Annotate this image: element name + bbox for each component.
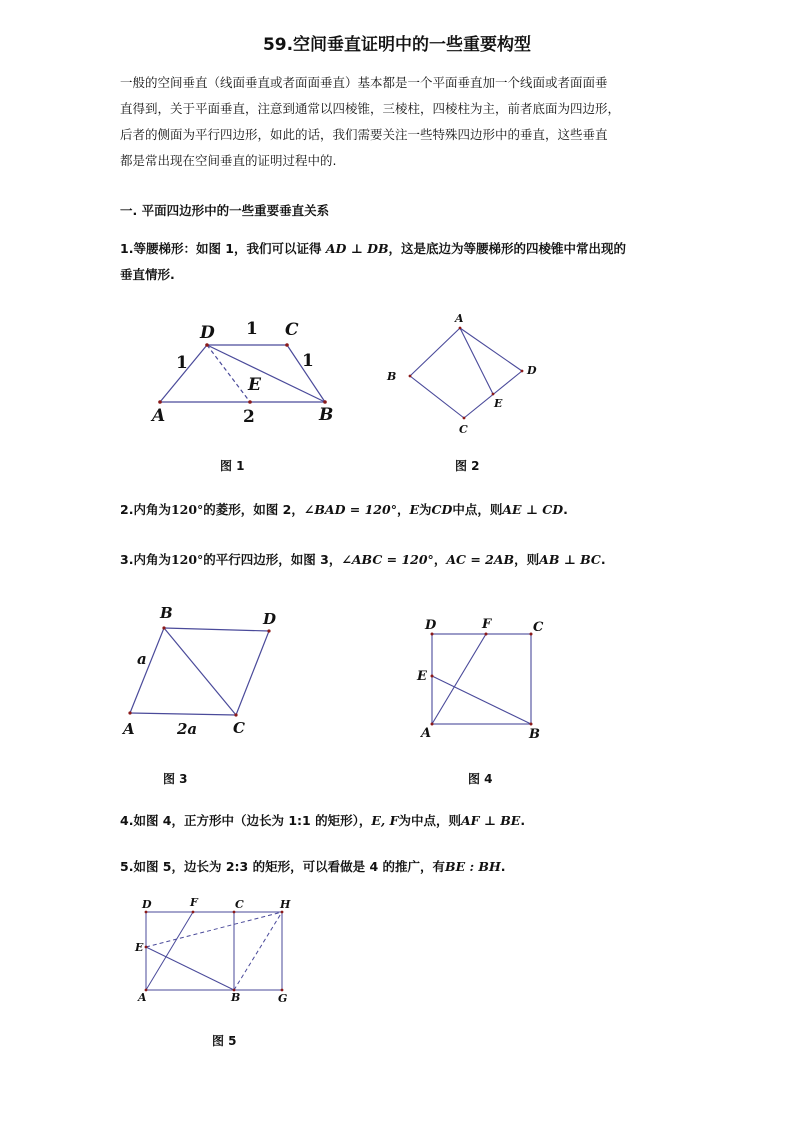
figure-4-caption: 图 4 <box>468 772 493 786</box>
intro-paragraph <box>120 70 680 174</box>
figure-3-parallelogram <box>115 600 295 745</box>
fig5-point-c <box>233 911 236 914</box>
fig1-point-c <box>285 343 289 347</box>
fig5-label-f: F <box>190 896 198 909</box>
fig2-label-e: E <box>494 397 503 410</box>
fig2-side-ad <box>460 328 522 371</box>
fig4-square <box>432 634 531 724</box>
fig4-label-b: B <box>529 727 540 742</box>
fig3-label-d: D <box>263 610 277 628</box>
fig3-label-ab: a <box>137 650 147 668</box>
fig2-point-d <box>521 370 524 373</box>
fig1-point-d <box>205 343 209 347</box>
fig5-dashed-bh <box>234 912 282 990</box>
fig3-diagonal-bc <box>164 628 236 715</box>
fig4-label-f: F <box>482 617 492 632</box>
fig1-dashed-de <box>207 345 250 402</box>
fig4-label-e: E <box>417 669 427 684</box>
fig5-label-b: B <box>231 991 241 1004</box>
intro-line-3: 后者的侧面为平行四边形，如此的话，我们需要关注一些特殊四边形中的垂直，这些垂直 <box>120 127 608 142</box>
fig3-label-c: C <box>233 719 245 737</box>
fig1-label-e: E <box>248 375 261 395</box>
fig5-point-f <box>192 911 195 914</box>
item-3: 3.内角为120°的平行四边形，如图 3，∠ABC = 120°，AC = 2AB，则AB ⊥ BC. <box>120 552 606 567</box>
fig3-point-d <box>267 629 270 632</box>
fig2-side-bc <box>410 376 464 418</box>
fig1-point-b <box>323 400 327 404</box>
figure-5-caption: 图 5 <box>212 1034 237 1048</box>
fig4-point-e <box>431 675 434 678</box>
fig5-label-d: D <box>142 898 152 911</box>
item-1: 1.等腰梯形：如图 1，我们可以证得 AD ⊥ DB，这是底边为等腰梯形的四棱锥中常出现的 垂直情形. <box>120 241 627 282</box>
fig4-point-b <box>530 723 533 726</box>
fig3-side-bd <box>164 628 269 631</box>
fig2-segment-ae <box>460 328 493 394</box>
fig5-point-d <box>145 911 148 914</box>
fig2-label-c: C <box>459 423 468 436</box>
intro-line-2: 直得到，关于平面垂直，注意到通常以四棱锥，三棱柱，四棱柱为主，前者底面为四边形， <box>120 101 621 116</box>
fig3-side-dc <box>236 631 269 715</box>
fig2-point-e <box>492 393 495 396</box>
fig4-label-c: C <box>533 620 544 635</box>
fig4-label-a: A <box>421 726 432 741</box>
item-5: 5.如图 5，边长为 2:3 的矩形，可以看做是 4 的推广，有BE : BH. <box>120 859 506 874</box>
item-2: 2.内角为120°的菱形，如图 2，∠BAD = 120°，E为CD中点，则AE ⊥ CD. <box>120 502 568 517</box>
fig1-point-a <box>158 400 162 404</box>
fig5-point-e <box>145 946 148 949</box>
fig4-label-d: D <box>425 618 437 633</box>
fig2-point-c <box>463 417 466 420</box>
fig5-dashed-eh <box>146 912 282 947</box>
fig5-left-square <box>146 912 234 990</box>
fig2-point-a <box>459 327 462 330</box>
fig1-label-dc: 1 <box>246 319 258 339</box>
fig3-point-c <box>234 713 237 716</box>
fig2-label-d: D <box>527 364 537 377</box>
fig5-label-g: G <box>278 992 288 1005</box>
item-1-math: AD ⊥ DB <box>325 241 389 256</box>
fig1-label-c: C <box>285 320 299 340</box>
figure-5-rectangle <box>130 895 305 1010</box>
fig2-label-a: A <box>455 312 464 325</box>
fig1-label-ab: 2 <box>243 407 255 427</box>
figure-1-trapezoid <box>140 312 360 432</box>
fig5-label-a: A <box>138 991 147 1004</box>
fig3-side-ac <box>130 713 236 715</box>
fig4-segment-af <box>432 634 486 724</box>
fig1-label-bc: 1 <box>302 351 314 371</box>
fig3-label-a: A <box>123 720 135 738</box>
section-heading: 一. 平面四边形中的一些重要垂直关系 <box>120 203 330 218</box>
page-title: 59.空间垂直证明中的一些重要构型 <box>262 35 532 55</box>
fig5-point-h <box>281 911 284 914</box>
figure-2-caption: 图 2 <box>455 459 480 473</box>
fig5-label-h: H <box>280 898 291 911</box>
fig3-side-ab <box>130 628 164 713</box>
fig4-point-f <box>485 633 488 636</box>
fig1-label-d: D <box>200 323 215 343</box>
fig5-label-e: E <box>135 941 144 954</box>
fig3-point-b <box>162 626 165 629</box>
fig3-point-a <box>128 711 131 714</box>
fig5-label-c: C <box>235 898 244 911</box>
fig1-label-ad: 1 <box>176 353 188 373</box>
fig3-label-ac: 2a <box>177 720 198 738</box>
fig2-side-ab <box>410 328 460 376</box>
fig3-label-b: B <box>160 604 173 622</box>
fig5-point-g <box>281 989 284 992</box>
fig2-point-b <box>409 375 412 378</box>
figure-3-caption: 图 3 <box>163 772 188 786</box>
fig1-label-a: A <box>152 406 166 426</box>
figure-4-square <box>410 612 560 742</box>
fig1-point-e <box>248 400 252 404</box>
intro-line-1: 一般的空间垂直（线面垂直或者面面垂直）基本都是一个平面垂直加一个线面或者面面垂 <box>120 75 608 90</box>
fig2-label-b: B <box>387 370 397 383</box>
figure-2-rhombus <box>380 308 550 438</box>
item-4: 4.如图 4，正方形中（边长为 1:1 的矩形），E, F为中点，则AF ⊥ BE. <box>120 813 526 828</box>
figure-1-caption: 图 1 <box>220 459 245 473</box>
intro-line-4: 都是常出现在空间垂直的证明过程中的. <box>120 153 337 168</box>
fig1-label-b: B <box>319 405 334 425</box>
